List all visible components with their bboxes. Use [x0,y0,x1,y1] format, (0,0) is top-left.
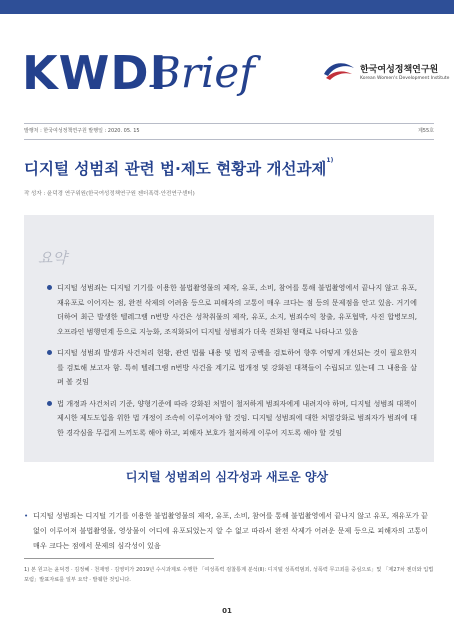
author-line: 작 성자 : 윤덕경 연구위원(한국여성정책연구원 젠더폭력·안전연구센터) [24,191,195,197]
summary-bullet [57,397,417,441]
bullet-dot-icon [47,285,52,290]
section-title: 디지털 성범죄의 심각성과 새로운 양상 [125,470,329,484]
summary-bullet-text: 디지털 성범죄는 디지털 기기를 이용한 불법촬영물의 제작, 유포, 소비, 참여를 통해 불법촬영에서 끝나지 않고 유포, 재유포로 이어지는 점, 완전 삭제의 어려움 등으로 피해자의 고통이 매우 크다는 점 등의 문제점을 안고 있음. 거기에 더하여 최근 발생한 텔레그램 n번방 사건은 성착취물의 제작, 유포, 소지, 범죄수익 창출, 유포협박, 사진 합병모의, 오프라인 범행연계 등으로 지능화, 조직화되어 디지털 성범죄가 더욱 진화된 형태로 나타나고 있음 [57,283,417,336]
body-bullet-icon: • [24,511,29,520]
kwdi-logo: KWDI [22,46,168,100]
section-body-text: 디지털 성범죄는 디지털 기기를 이용한 불법촬영물의 제작, 유포, 소비, 참여를 통해 불법촬영에서 끝나지 않고 유포, 재유포가 끝없이 이루어져 불법촬영물, 영상물이 어디에 유포되었는지 알 수 없고 따라서 완전 삭제가 어려운 문제 등으로 피해자의 고통이 매우 크다는 점에서 문제의 심각성이 있음 [33,511,428,550]
page-number: 01 [222,607,232,615]
publication-meta [24,127,434,134]
summary-bullet-text: 법 개정과 사건처리 기준, 양형기준에 따라 강화된 처벌이 철저하게 범죄자에게 내려지야 하며, 디지털 성범죄 대책이 제시한 제도도입을 위한 법 개정이 조속히 이루어져야 할 것임. 디지털 성범죄에 대한 처벌강화로 범죄자가 범죄에 대한 경각심을 무겁게 느끼도록 해야 하고, 피해자 보호가 철저하게 이루어 지도록 해야 할 것임 [57,398,417,437]
summary-bullets [57,281,417,447]
institution-name-en: Korean Women's Development Institute [360,76,450,81]
summary-label: 요약 [38,249,67,267]
summary-box [24,215,434,462]
summary-bullet [57,281,417,339]
footnote: 1) 본 원고는 윤덕경 · 김정혜 · 천재영 · 김영미가 2019년 수시과제로 수행한 「여성폭력 검찰통계 분석(Ⅱ): 디지털 성폭력범죄, 성폭력 무고죄를 중심으로」및 「제27차 젠더와 입법포럼」발표자료를 일부 요약 · 발췌한 것입니다. [24,567,434,583]
bullet-dot-icon [47,350,52,355]
institution-name-ko: 한국여성정책연구원 [360,65,439,75]
section-body [24,508,428,553]
brief-logo: Brief [150,48,255,97]
title-footnote-mark: 1) [326,157,334,164]
top-color-bar [0,0,454,14]
bullet-dot-icon [47,401,52,406]
summary-bullet-text: 디지털 성범죄 발생과 사건처리 현황, 관련 법률 내용 및 법적 공백을 검토하여 향후 어떻게 개선되는 것이 필요한지를 검토해 보고자 함. 특히 텔레그램 n번방 사건을 계기로 법개정 및 강화된 대책들이 수립되고 있는데 그 내용을 살펴 볼 것임 [57,348,417,386]
meta-top-rule [24,123,434,124]
summary-bullet [57,346,417,390]
issue-number: 제55호 [417,128,434,134]
meta-bottom-rule [24,139,434,140]
page-title-text: 디지털 성범죄 관련 법·제도 현황과 개선과제 [24,160,327,178]
footnote-rule [24,558,214,559]
institution-logo [322,60,450,88]
institution-emblem-icon [322,60,356,84]
publisher-line: 발행처 : 한국여성정책연구원 발행일 : 2020. 05. 15 [24,128,140,134]
page-title [24,157,333,179]
